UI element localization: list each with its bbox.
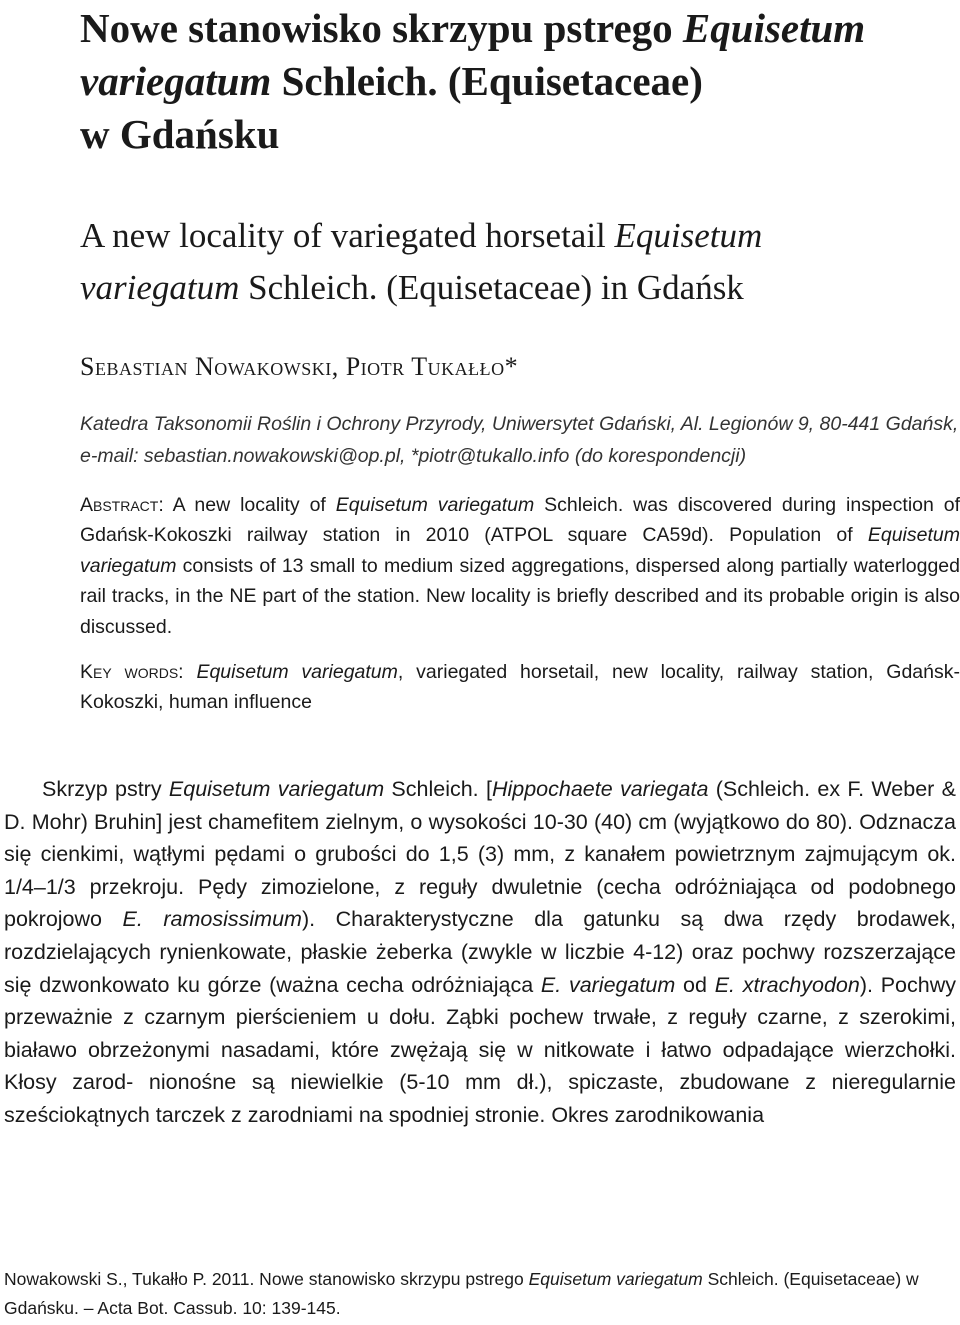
keywords-text: , variegated horsetail, new locality, railway station, Gdańsk-Kokoszki, human influence bbox=[80, 661, 960, 714]
abstract-text-1: A new locality of bbox=[163, 494, 336, 516]
article-title-polish bbox=[80, 2, 952, 161]
body-text-4: ). Charakterystyczne dla gatunku są dwa rzędy brodawek, rozdzielających rynienkowate, płaskie żeberka (zwykle w liczbie 4-12) oraz pochwy rozszerzające się dzwonkowato ku górze (ważna cecha odróżniająca bbox=[4, 907, 956, 997]
title-en-text-2: Schleich. (Equisetaceae) in Gdańsk bbox=[239, 268, 744, 307]
body-italic-2: Hippochaete variegata bbox=[491, 777, 709, 801]
body-italic-5: E. xtrachyodon bbox=[714, 972, 860, 997]
affiliation: Katedra Taksonomii Roślin i Ochrony Przyrody, Uniwersytet Gdański, Al. Legionów 9, 80-441 Gdańsk, e-mail: sebastian.nowakowski@op.pl, *piotr@tukallo.info (do korespondencji) bbox=[80, 413, 959, 467]
authors-line: Sebastian Nowakowski, Piotr Tukałło* bbox=[80, 352, 519, 381]
title-pl-text-1: Nowe stanowisko skrzypu pstrego bbox=[80, 5, 683, 51]
body-paragraph bbox=[4, 773, 956, 1132]
citation-italic: Equisetum variegatum bbox=[528, 1269, 703, 1289]
title-en-italic-species: variegatum bbox=[80, 268, 240, 307]
keywords bbox=[80, 657, 960, 718]
title-en-text-1: A new locality of variegated horsetail bbox=[80, 216, 615, 255]
body-text-2: Schleich. [ bbox=[384, 777, 492, 801]
body-italic-3: E. ramosissimum bbox=[122, 907, 302, 932]
body-text-6: ). Pochwy przeważnie z czarnym pierścieniem u dołu. Ząbki pochew trwałe, z reguły czarne, z szerokimi, białawo obrzeżonymi nasadami, które zwężają się w nitkowate i łatwo odpadające wierzchołki. Kłosy zarod- nionośne są niewielkie (5-10 mm dł.), spiczaste, zbudowane z nieregularnie sześciokątnych tarczek z zarodniami na spodniej stronie. Okres zarodnikowania bbox=[4, 972, 956, 1127]
keywords-label: Key words: bbox=[80, 661, 184, 683]
body-text-5: od bbox=[675, 972, 715, 997]
abstract-text-3: consists of 13 small to medium sized aggregations, dispersed along partially waterlogged rail tracks, in the NE part of the station. New locality is briefly described and its probable origin is also discussed. bbox=[80, 554, 960, 638]
abstract-text-2: Schleich. was discovered during inspection of Gdańsk-Kokoszki railway station in 2010 (ATPOL square CA59d). Population of bbox=[80, 494, 960, 547]
article-title-english bbox=[80, 210, 952, 314]
abstract bbox=[80, 490, 960, 642]
title-pl-text-3: w Gdańsku bbox=[80, 111, 280, 157]
title-pl-italic-species: variegatum bbox=[80, 58, 272, 104]
citation-text-2: Schleich. (Equisetaceae) w Gdańsku. – Acta Bot. Cassub. 10: 139-145. bbox=[4, 1269, 919, 1318]
body-italic-1: Equisetum variegatum bbox=[168, 777, 385, 801]
abstract-label: Abstract: bbox=[80, 494, 164, 516]
keywords-italic: Equisetum variegatum bbox=[196, 661, 398, 683]
body-italic-4: E. variegatum bbox=[540, 972, 676, 997]
title-pl-italic-genus: Equisetum bbox=[682, 5, 866, 51]
title-en-italic-genus: Equisetum bbox=[614, 216, 763, 255]
citation-text-1: Nowakowski S., Tukałło P. 2011. Nowe stanowisko skrzypu pstrego bbox=[4, 1269, 529, 1289]
body-text-3: (Schleich. ex F. Weber & D. Mohr) Bruhin] jest chamefitem zielnym, o wysokości 10-30 (40) cm (wyjątkowo do 80). Odznacza się cienkimi, wątłymi pędami o grubości do 1,5 (3) mm, z kanałem powietrznym zajmującym ok. 1/4–1/3 przekroju. Pędy zimozielone, z reguły dwuletnie (cecha odróżniająca od podobnego pokrojowo bbox=[4, 777, 956, 932]
abstract-italic-2: Equisetum variegatum bbox=[80, 524, 960, 577]
citation-footer bbox=[4, 1265, 956, 1323]
body-text-1: Skrzyp pstry bbox=[42, 777, 169, 801]
abstract-italic-1: Equisetum variegatum bbox=[335, 494, 535, 516]
title-pl-text-2: Schleich. (Equisetaceae) bbox=[271, 58, 703, 104]
